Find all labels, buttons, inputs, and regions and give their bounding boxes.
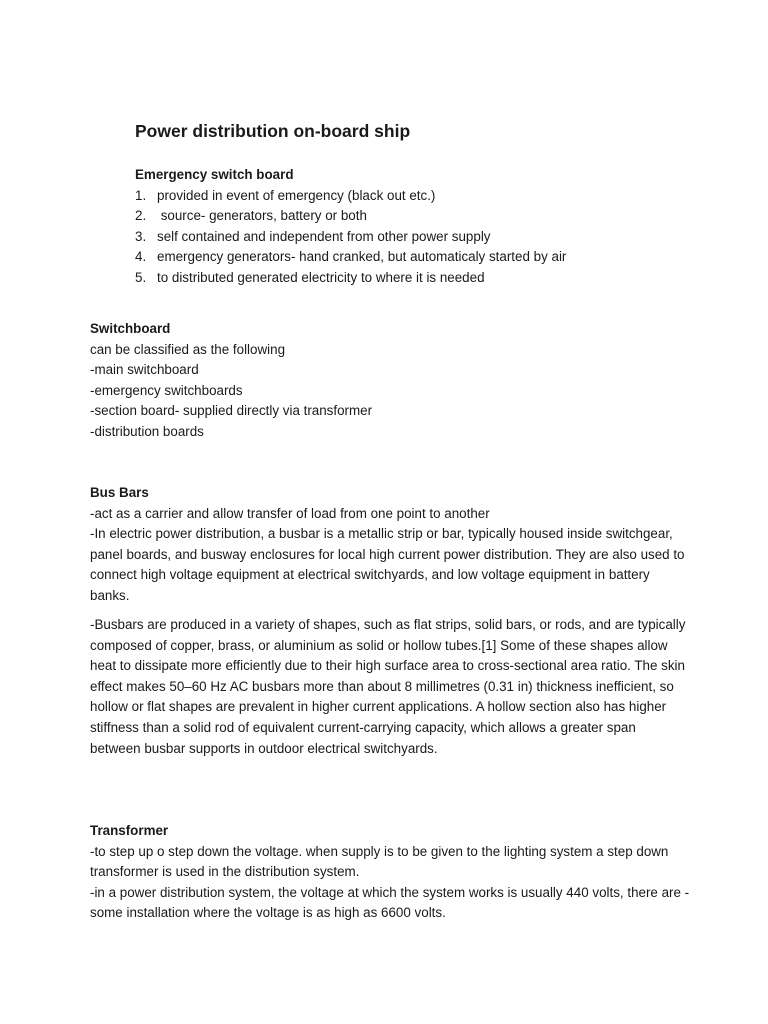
list-number: 5. [135,269,147,285]
transformer-section [90,821,690,924]
busbars-paragraph-1: -In electric power distribution, a busbar is a metallic strip or bar, typically housed inside switchgear, panel boards, and busway enclosures for local high current power distribution. They are also used to connect high voltage equipment at electrical switchyards, and low voltage equipment in battery banks. [90,526,685,603]
emergency-list [135,186,735,289]
transformer-paragraph-2: -in a power distribution system, the voltage at which the system works is usually 440 volts, there are -some installation where the voltage is as high as 6600 volts. [90,884,690,921]
list-item [135,268,735,289]
busbars-section [90,483,690,607]
list-item [135,206,735,227]
switchboard-line: -main switchboard [90,362,199,378]
switchboard-line: can be classified as the following [90,341,286,357]
list-item-text: provided in event of emergency (black out etc.) [157,187,436,203]
list-item [135,247,735,268]
list-item [135,227,735,248]
busbars-paragraph-2: -Busbars are produced in a variety of shapes, such as flat strips, solid bars, or rods, and are typically composed of copper, brass, or aluminium as solid or hollow tubes.[1] Some of these shapes allow heat to dissipate more efficiently due to their high surface area to cross-sectional area ratio. The skin effect makes 50–60 Hz AC busbars more than about 8 millimetres (0.31 in) thickness inefficient, so hollow or flat shapes are prevalent in higher current applications. A hollow section also has higher stiffness than a solid rod of equivalent current-carrying capacity, which allows a greater span between busbar supports in outdoor electrical switchyards. [90,617,686,756]
list-number: 3. [135,228,147,244]
transformer-heading: Transformer [90,823,169,838]
list-number: 2. [135,208,147,224]
switchboard-section [90,319,690,443]
switchboard-line: -distribution boards [90,423,204,439]
list-item-text: to distributed generated electricity to where it is needed [157,269,485,285]
busbars-line: -act as a carrier and allow transfer of load from one point to another [90,505,490,521]
list-item-text: source- generators, battery or both [157,208,367,224]
list-number: 1. [135,187,147,203]
switchboard-line: -emergency switchboards [90,382,243,398]
emergency-section [135,165,735,289]
emergency-heading: Emergency switch board [135,167,294,182]
switchboard-heading: Switchboard [90,321,171,336]
page-title: Power distribution on-board ship [135,121,411,141]
list-item [135,186,735,207]
busbars-heading: Bus Bars [90,485,149,500]
list-number: 4. [135,249,147,265]
busbars-paragraph-2-block [90,615,690,759]
switchboard-line: -section board- supplied directly via transformer [90,403,373,419]
list-item-text: emergency generators- hand cranked, but automaticaly started by air [157,249,567,265]
transformer-paragraph-1: -to step up o step down the voltage. when supply is to be given to the lighting system a step down transformer is used in the distribution system. [90,843,669,880]
list-item-text: self contained and independent from other power supply [157,228,491,244]
